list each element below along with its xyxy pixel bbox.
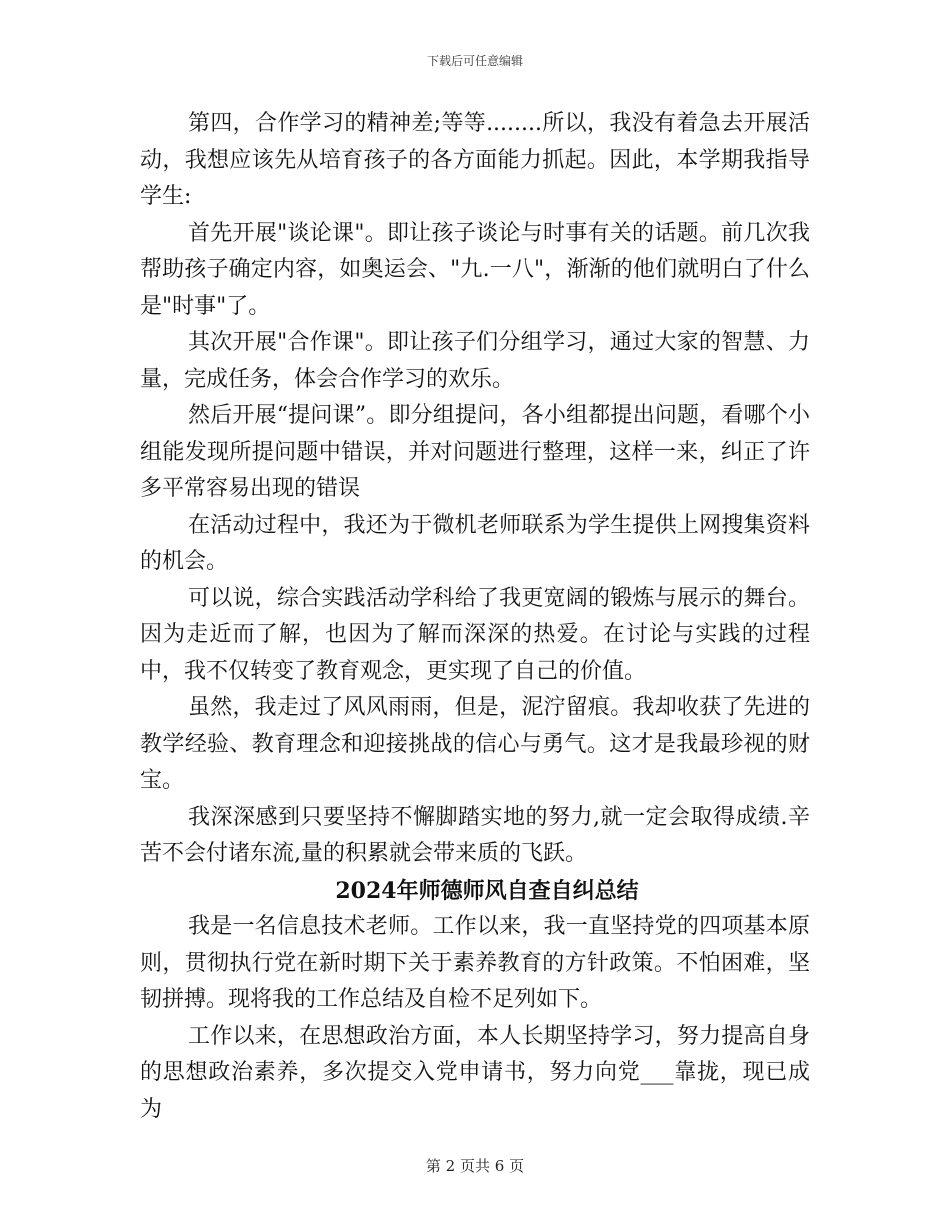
paragraph: 然后开展“提问课”。即分组提问，各小组都提出问题，看哪个小组能发现所提问题中错误，并对问题进行整理，这样一来，纠正了许多平常容易出现的错误: [140, 403, 810, 501]
page-header: 下载后可任意编辑: [426, 54, 523, 68]
paragraph: 在活动过程中，我还为于微机老师联系为学生提供上网搜集资料的机会。: [140, 512, 810, 574]
paragraph: 我深深感到只要坚持不懈脚踏实地的努力,就一定会取得成绩.辛苦不会付诸东流,量的积累就会带来质的飞跃。: [140, 804, 810, 866]
paragraph: 工作以来，在思想政治方面，本人长期坚持学习，努力提高自身的思想政治素养，多次提交入党申请书，努力向党___靠拢，现已成为: [140, 1023, 810, 1122]
paragraph: 第四，合作学习的精神差;等等........所以，我没有着急去开展活动，我想应该先从培育孩子的各方面能力抓起。因此，本学期我指导学生:: [140, 111, 810, 209]
paragraph: 虽然，我走过了风风雨雨，但是，泥泞留痕。我却收获了先进的教学经验、教育理念和迎接挑战的信心与勇气。这才是我最珍视的财宝。: [140, 695, 810, 793]
paragraph: 我是一名信息技术老师。工作以来，我一直坚持党的四项基本原则，贯彻执行党在新时期下关于素养教育的方针政策。不怕困难，坚韧拼搏。现将我的工作总结及自检不足列如下。: [140, 914, 810, 1012]
paragraph: 可以说，综合实践活动学科给了我更宽阔的锻炼与展示的舞台。因为走近而了解，也因为了解而深深的热爱。在讨论与实践的过程中，我不仅转变了教育观念，更实现了自己的价值。: [140, 585, 810, 684]
paragraph: 其次开展"合作课"。即让孩子们分组学习，通过大家的智慧、力量，完成任务，体会合作学习的欢乐。: [140, 330, 810, 392]
document-body: [140, 106, 810, 1128]
page-footer: 第 2 页共 6 页: [425, 1157, 525, 1175]
section-title: 2024年师德师风自查自纠总结: [335, 877, 639, 904]
paragraph: 首先开展"谈论课"。即让孩子谈论与时事有关的话题。前几次我帮助孩子确定内容，如奥运会、"九.一八"，渐渐的他们就明白了什么是"时事"了。: [140, 220, 810, 319]
